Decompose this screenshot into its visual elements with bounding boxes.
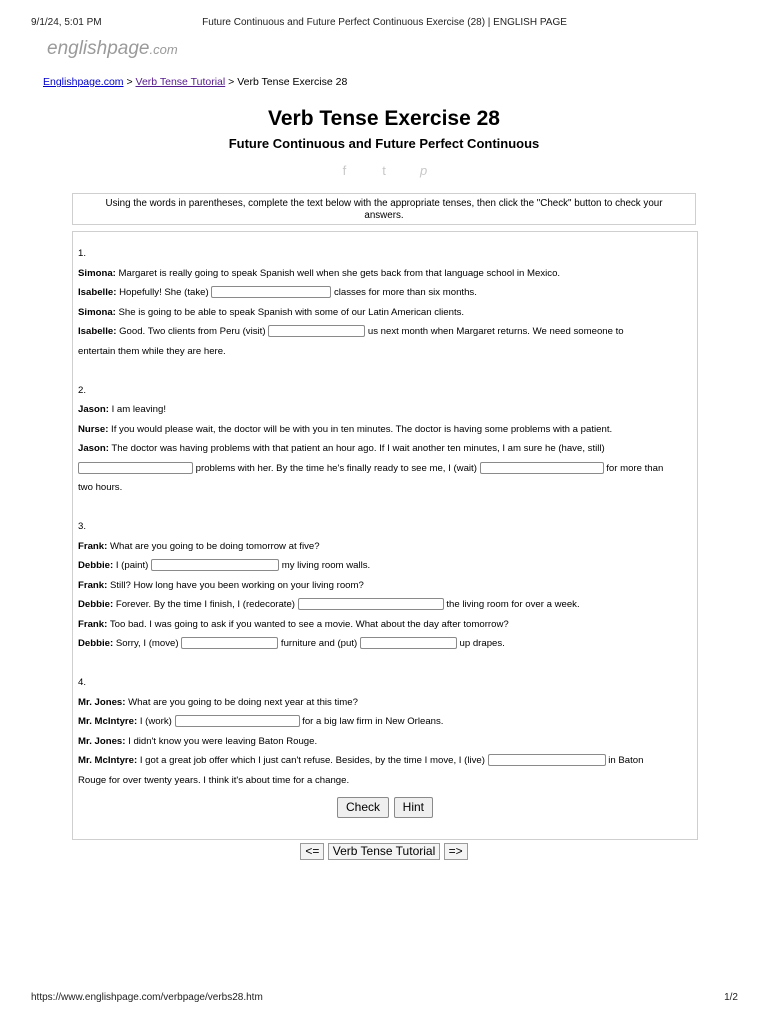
dialogue-text: the living room for over a week. [443,599,580,610]
dialogue-text: Margaret is really going to speak Spanish well when she gets back from that language school in Mexico. [115,267,561,279]
hint-button[interactable]: Hint [394,797,433,818]
answer-input-1[interactable] [211,286,331,298]
speaker-name: Frank: [78,618,108,630]
answer-input-4[interactable] [480,462,604,474]
prev-exercise-button[interactable]: <= [300,843,324,860]
next-exercise-button[interactable]: => [444,843,468,860]
tutorial-button[interactable]: Verb Tense Tutorial [328,843,441,860]
speaker-name: Debbie: [78,638,114,649]
exercise-box [72,231,698,840]
speaker-name: Simona: [78,267,116,279]
answer-input-8[interactable] [360,637,457,649]
page-subtitle: Future Continuous and Future Perfect Continuous [228,136,540,151]
dialogue-line [78,771,692,791]
print-datetime: 9/1/24, 5:01 PM [31,17,102,28]
dialogue-line [78,732,692,752]
print-url: https://www.englishpage.com/verbpage/verbs28.htm [31,992,263,1003]
dialogue-text: I didn't know you were leaving Baton Rouge. [125,735,318,747]
dialogue-text: I (paint) [113,560,152,571]
breadcrumb-separator: > [225,76,238,88]
answer-input-9[interactable] [175,715,300,727]
dialogue-text: for more than [603,462,664,474]
dialogue-line [78,439,692,459]
dialogue-line [78,595,692,615]
check-button[interactable]: Check [337,797,389,818]
dialogue-line [78,420,692,440]
question-number: 1. [78,248,87,259]
speaker-name: Mr. Jones: [78,735,126,747]
dialogue-text: Too bad. I was going to ask if you wanted to see a movie. What about the day after tomorrow? [107,618,509,630]
speaker-name: Mr. Jones: [78,696,126,708]
dialogue-text: The doctor was having problems with that patient an hour ago. If I wait another ten minutes, I am sure he (have, still) [108,443,605,454]
speaker-name: Mr. McIntyre: [78,755,138,766]
question-number: 3. [78,521,87,532]
print-page-title: Future Continuous and Future Perfect Continuous Exercise (28) | ENGLISH PAGE [202,17,567,28]
instructions-text: Using the words in parentheses, complete the text below with the appropriate tenses, then click the "Check" button to check your answers. [105,198,663,221]
dialogue-text: up drapes. [456,638,505,649]
speaker-name: Debbie: [78,599,114,610]
dialogue-line [78,459,692,479]
speaker-name: Jason: [78,443,109,454]
dialogue-line [78,342,692,362]
twitter-icon[interactable]: t [382,163,386,178]
dialogue-text: Hopefully! She (take) [116,287,212,298]
print-page-number: 1/2 [724,992,738,1003]
dialogue-text: If you would please wait, the doctor will be with you in ten minutes. The doctor is having some problems with a patient. [108,423,613,435]
pinterest-icon[interactable]: p [420,163,428,178]
dialogue-text: for a big law firm in New Orleans. [299,716,444,727]
speaker-name: Frank: [78,540,108,552]
dialogue-line [78,615,692,635]
breadcrumb-current: Verb Tense Exercise 28 [237,76,348,88]
dialogue-line [78,537,692,557]
dialogue-text: us next month when Margaret returns. We need someone to [365,326,624,337]
print-footer [31,992,738,1006]
dialogue-text: my living room walls. [279,560,371,571]
answer-input-5[interactable] [151,559,279,571]
dialogue-line [78,400,692,420]
breadcrumb-separator: > [123,76,136,88]
question-number: 4. [78,677,87,688]
speaker-name: Jason: [78,404,109,415]
logo-tld: .com [149,42,178,57]
dialogue-line [78,478,692,498]
breadcrumb [43,76,347,88]
dialogue-line [78,283,692,303]
answer-input-2[interactable] [268,325,365,337]
dialogue-line [78,693,692,713]
site-logo[interactable] [47,38,178,60]
dialogue-text: two hours. [78,482,123,493]
dialogue-text: Good. Two clients from Peru (visit) [116,326,269,337]
dialogue-text: Forever. By the time I finish, I (redecorate) [113,599,298,610]
dialogue-text: Rouge for over twenty years. I think it's about time for a change. [78,774,350,786]
dialogue-text: I got a great job offer which I just can't refuse. Besides, by the time I move, I (live) [137,755,488,766]
answer-input-7[interactable] [181,637,278,649]
instructions-box [72,193,696,225]
dialogue-text: furniture and (put) [278,638,360,649]
dialogue-line [78,712,692,732]
dialogue-text: What are you going to be doing tomorrow at five? [107,540,320,552]
speaker-name: Debbie: [78,560,114,571]
dialogue-text: Still? How long have you been working on your living room? [107,579,364,591]
speaker-name: Frank: [78,579,108,591]
facebook-icon[interactable]: f [342,163,347,178]
dialogue-line [78,556,692,576]
dialogue-line [78,576,692,596]
question-number: 2. [78,384,87,396]
dialogue-line [78,264,692,284]
speaker-name: Simona: [78,306,116,318]
dialogue-text: classes for more than six months. [331,287,477,298]
dialogue-line [78,634,692,654]
dialogue-text: entertain them while they are here. [78,345,226,357]
logo-main: englishpage [47,38,150,59]
social-share-bar [0,163,768,178]
dialogue-text: Sorry, I (move) [113,638,182,649]
dialogue-text: in Baton [605,755,644,766]
dialogue-text: I (work) [137,716,175,727]
speaker-name: Nurse: [78,423,109,435]
dialogue-line [78,303,692,323]
breadcrumb-home-link[interactable]: Englishpage.com [43,76,124,88]
exercise-navigation [0,843,768,860]
speaker-name: Isabelle: [78,326,117,337]
dialogue-text: I am leaving! [108,404,166,415]
page-title: Verb Tense Exercise 28 [268,107,500,130]
answer-input-6[interactable] [298,598,444,610]
speaker-name: Mr. McIntyre: [78,716,138,727]
print-header [31,17,738,31]
action-buttons [78,797,692,819]
speaker-name: Isabelle: [78,287,117,298]
answer-input-3[interactable] [78,462,193,474]
dialogue-line [78,322,692,342]
dialogue-text: problems with her. By the time he's finally ready to see me, I (wait) [193,462,480,474]
dialogue-text: What are you going to be doing next year at this time? [125,696,358,708]
answer-input-10[interactable] [488,754,606,766]
dialogue-line [78,751,692,771]
dialogue-text: She is going to be able to speak Spanish with some of our Latin American clients. [115,306,465,318]
breadcrumb-tutorial-link[interactable]: Verb Tense Tutorial [135,76,226,88]
